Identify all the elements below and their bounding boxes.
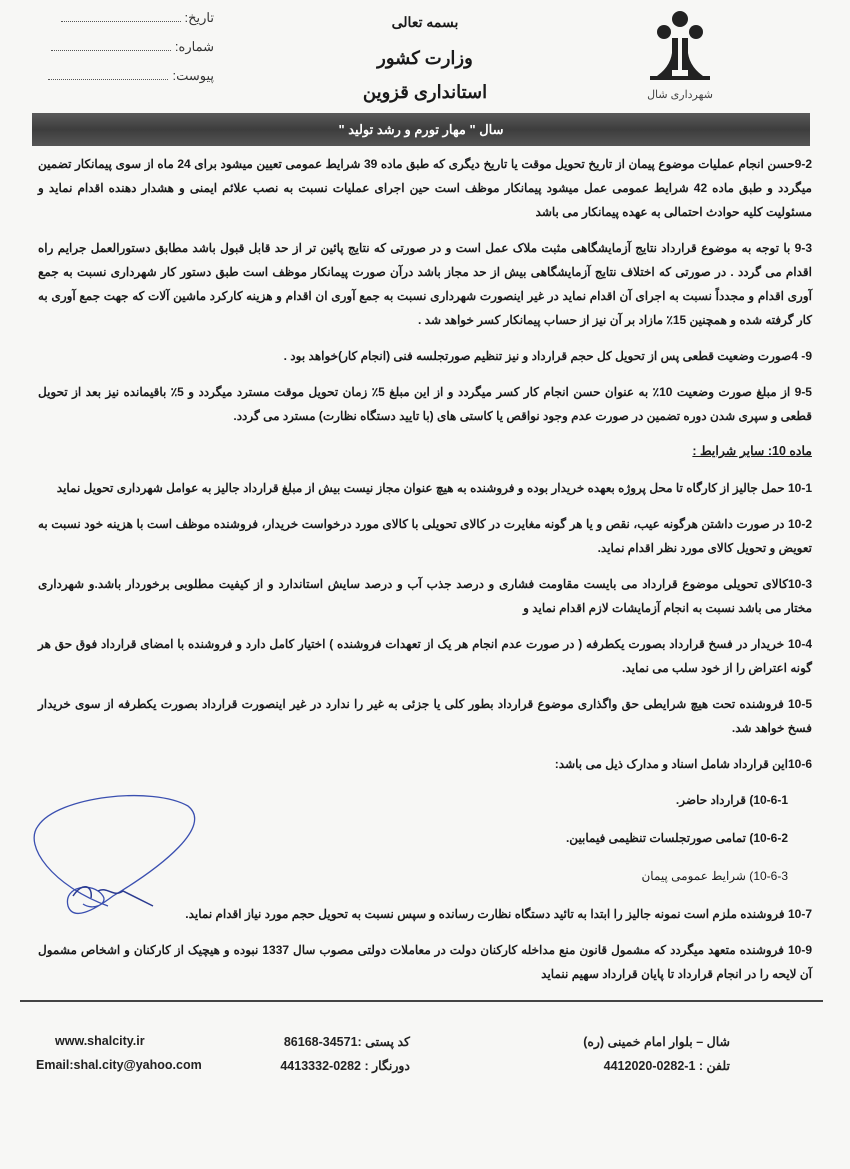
footer-postal-code: کد پستی :34571-86168	[283, 1034, 410, 1049]
clause-10-3: 10-3کالای تحویلی موضوع قرارداد می بایست مقاومت فشاری و درصد جذب آب و درصد سایش استاندارد و از کیفیت مطلوبی برخوردار باشد.و شهرداری مختار می باشد نسبت به انجام آزمایشات لازم اقدام نماید و	[38, 577, 812, 615]
number-blank	[51, 40, 171, 51]
clause-10-4: 10-4 خریدار در فسخ قرارداد بصورت یکطرفه ( در صورت عدم انجام هر یک از تعهدات فروشنده ) اختیار کامل دارد و فروشنده با امضای قرارداد فوق حق هر گونه اعتراض را از خود سلب می نماید.	[38, 637, 812, 675]
slogan-text: سال " مهار تورم و رشد تولید "	[338, 122, 504, 137]
article-10-heading: ماده 10: سایر شرایط :	[692, 444, 812, 458]
clause-10-9: 10-9 فروشنده متعهد میگردد که مشمول قانون منع مداخله کارکنان دولت در معاملات دولتی مصوب سال 1337 نبوده و هیچیک از کارکنان و اشخاص مشمول آن لایحه را در انجام قرارداد تا پایان قرارداد سهیم ننماید	[38, 943, 812, 981]
number-label: شماره:	[174, 39, 214, 54]
clause-9-5: 9-5 از مبلغ صورت وضعیت 10٪ به عنوان حسن انجام کار کسر میگردد و از این مبلغ 5٪ زمان تحویل موقت مسترد میگردد و 5٪ باقیمانده نیز بعد از تحویل قطعی و سپری شدن دوره تضمین در صورت عدم وجود نواقص یا کاستی های (با تایید دستگاه نظارت) مسترد می گردد.	[38, 385, 812, 423]
attachment-field	[48, 68, 214, 84]
footer-fax: دورنگار : 0282-4413332	[280, 1058, 410, 1073]
document-body	[38, 152, 812, 986]
footer-address: شال – بلوار امام خمینی (ره)	[583, 1034, 730, 1049]
province-title: استانداری قزوین	[362, 82, 488, 102]
footer-email[interactable]: Email:shal.city@yahoo.com	[36, 1057, 202, 1072]
date-field	[61, 10, 214, 26]
invocation: بسمه تعالی	[391, 14, 459, 30]
clause-10-5: 10-5 فروشنده تحت هیچ شرایطی حق واگذاری موضوع قرارداد بطور کلی یا جزئی به غیر را ندارد در غیر اینصورت قرارداد بصورت یکطرفه از سوی خریدار فسخ خواهد شد.	[38, 697, 812, 735]
logo-caption: شهرداری شال	[647, 89, 713, 101]
footer	[0, 1014, 850, 1084]
logo-emblem-icon	[640, 8, 720, 83]
number-field	[51, 39, 214, 55]
attachment-label: پیوست:	[172, 68, 214, 83]
date-label: تاریخ:	[184, 10, 214, 25]
slogan-banner	[32, 113, 810, 146]
clause-9-2: 9-2حسن انجام عملیات موضوع پیمان از تاریخ تحویل موقت یا تاریخ دیگری که طبق ماده 39 شرایط عمومی تعیین میشود برای 24 ماه از سوی پیمانکار تضمین میگردد و طبق ماده 42 شرایط عمومی عمل میشود پیمانکار موظف است حین اجرای عملیات نسبت به نصب علائم ایمنی و هشدار دهنده اقدام نماید و مسئولیت کلیه حوادث احتمالی به عهده پیمانکار می باشد	[38, 157, 812, 219]
clause-10-1: 10-1 حمل جالیز از کارگاه تا محل پروژه بعهده خریدار بوده و فروشنده به هیچ عنوان مجاز نیست بیش از مبلغ قرارداد جالیز به عوامل شهرداری تحویل نماید	[56, 481, 812, 495]
ministry-title: وزارت کشور	[377, 48, 473, 68]
clause-10-7: 10-7 فروشنده ملزم است نمونه جالیز را ابتدا به تائید دستگاه نظارت رسانده و سپس نسبت به تحویل حجم مورد نیاز اقدام نماید.	[185, 907, 812, 921]
footer-website[interactable]: www.shalcity.ir	[55, 1033, 145, 1048]
footer-phone: تلفن : 1-0282-4412020	[603, 1058, 730, 1073]
date-blank	[61, 11, 181, 22]
clause-9-4: 9- 4صورت وضعیت قطعی پس از تحویل کل حجم قرارداد و نیز تنظیم صورتجلسه فنی (انجام کار)خواهد بود .	[283, 349, 812, 363]
attachment-blank	[48, 69, 168, 80]
clause-10-6: 10-6این قرارداد شامل اسناد و مدارک ذیل می باشد:	[554, 757, 812, 771]
clause-10-6-2: 10-6-2) تمامی صورتجلسات تنظیمی فیمابین.	[565, 831, 788, 845]
municipality-logo	[640, 8, 720, 103]
clause-9-3: 9-3 با توجه به موضوع قرارداد نتایج آزمایشگاهی مثبت ملاک عمل است و در صورتی که نتایج پائین تر از حد قابل قبول باشد مطابق دستورالعمل جرایم راه اقدام می گردد . در صورتی که اختلاف نتایج آزمایشگاهی بیش از حد مجاز باشد درآن صورت پیمانکار موظف است طبق دستور کار شهرداری نسبت به جمع آوری اقدام و مجدداً نسبت به اجرای آن اقدام نماید در غیر اینصورت شهرداری نسبت به جمع آوری ان اقدام و هزینه کارکرد ماشین آلات که جهت جمع آوری به کار گرفته شده و همچنین 15٪ مازاد بر آن نیز از حساب پیمانکار کسر خواهد شد .	[38, 241, 812, 327]
clause-10-6-3: 10-6-3) شرایط عمومی پیمان	[641, 869, 788, 883]
footer-divider	[20, 1000, 823, 1002]
clause-10-2: 10-2 در صورت داشتن هرگونه عیب، نقص و یا هر گونه مغایرت در کالای تحویلی با کالای مورد درخواست خریدار، فروشنده موظف است با هزینه خود نسبت به تعویض و تحویل کالای مورد نظر اقدام نماید.	[38, 517, 812, 555]
clause-10-6-1: 10-6-1) قرارداد حاضر.	[675, 793, 788, 807]
